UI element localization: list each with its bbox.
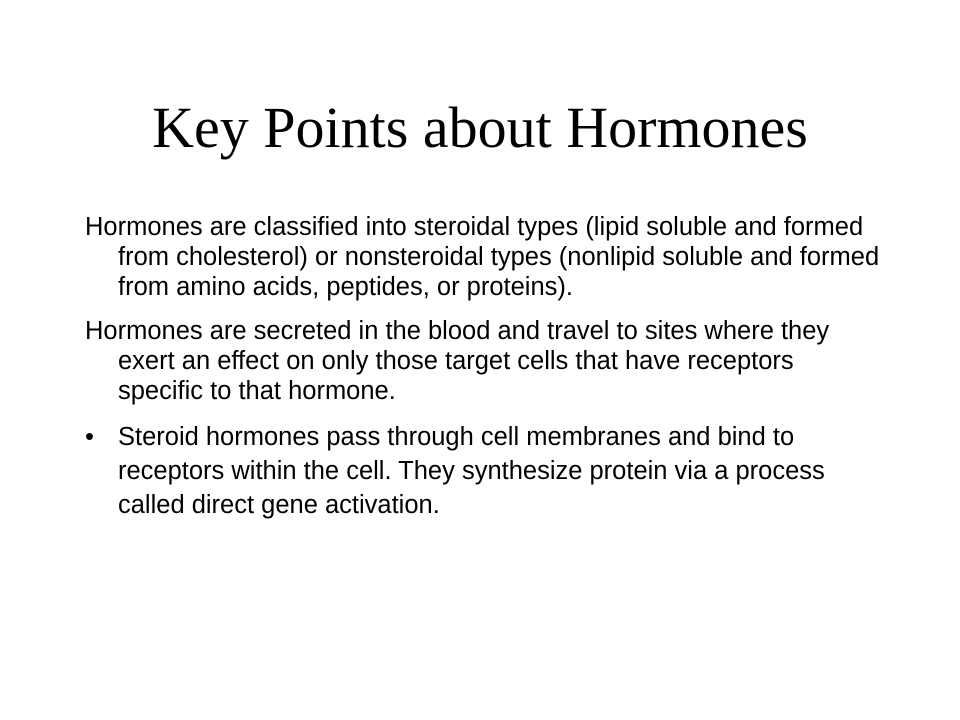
bullet-dot-icon: • bbox=[85, 423, 94, 451]
bullet-steroid-hormones bbox=[85, 420, 885, 522]
paragraph-hormone-classification: Hormones are classified into steroidal types (lipid soluble and formed from cholesterol) or nonsteroidal types (nonlipid soluble and formed from amino acids, peptides, or proteins). bbox=[85, 213, 880, 301]
bullet-text: Steroid hormones pass through cell membranes and bind to receptors within the cell. They synthesize protein via a process called direct gene activation. bbox=[118, 423, 825, 519]
slide-body bbox=[85, 212, 885, 522]
paragraph-hormone-secretion: Hormones are secreted in the blood and travel to sites where they exert an effect on only those target cells that have receptors specific to that hormone. bbox=[85, 317, 830, 405]
slide-title: Key Points about Hormones bbox=[152, 95, 808, 160]
